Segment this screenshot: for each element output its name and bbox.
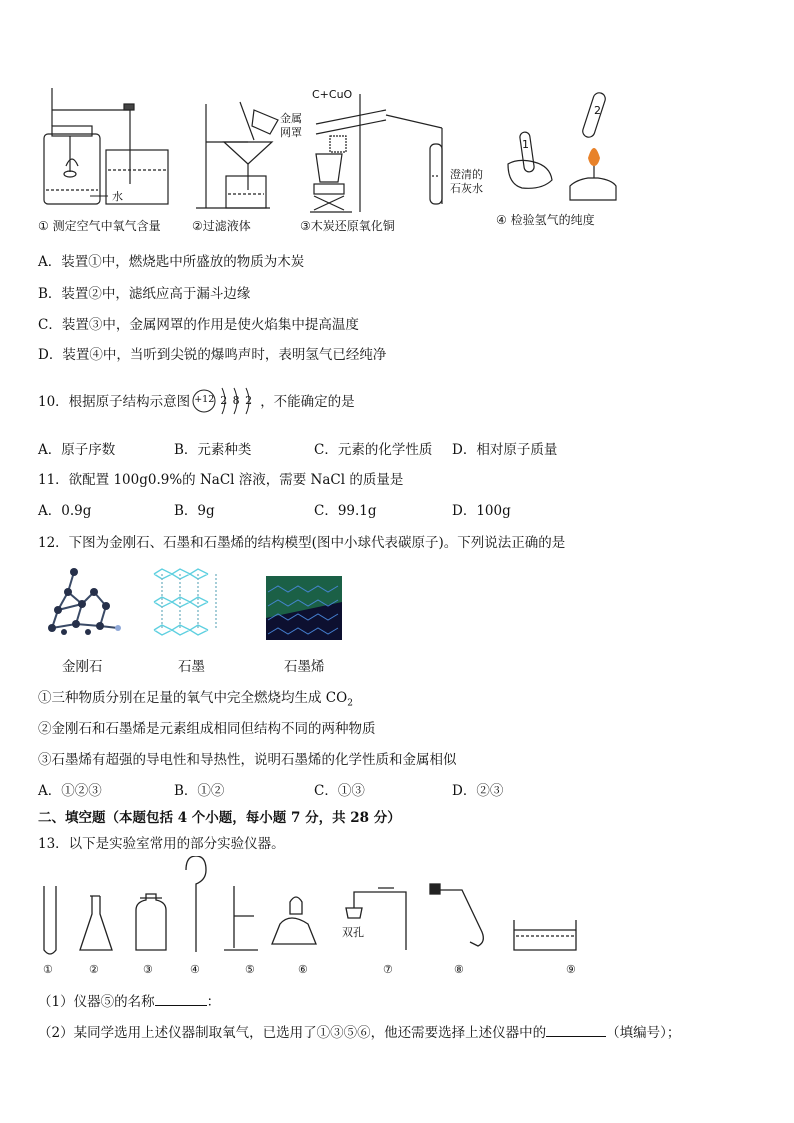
lime-water-label-1: 澄清的 — [450, 168, 483, 181]
instrument-label-7: ⑦ — [383, 963, 393, 976]
q12-option-d: D．②③ — [452, 783, 504, 799]
bent-tube-icon — [432, 890, 483, 946]
iron-stand-icon — [224, 886, 258, 950]
caption-diamond: 金刚石 — [62, 659, 103, 675]
gas-bottle-icon — [136, 894, 166, 950]
q10-option-b: B．元素种类 — [174, 442, 252, 458]
atom-nucleus: +12 — [194, 393, 215, 405]
carbon-structures-figure — [38, 562, 358, 644]
atom-electrons: 2 8 2 — [220, 393, 253, 407]
instrument-label-4: ④ — [190, 963, 200, 976]
q11-option-c: C．99.1g — [314, 503, 377, 519]
q13-stem: 13．以下是实验室常用的部分实验仪器。 — [38, 836, 285, 852]
caption-apparatus-4: ④ 检验氢气的纯度 — [496, 213, 595, 227]
caption-graphite: 石墨 — [178, 659, 205, 675]
q11-option-d: D．100g — [452, 503, 511, 519]
q12-statement-3: ③石墨烯有超强的导电性和导热性，说明石墨烯的化学性质和金属相似 — [38, 752, 457, 768]
diamond-model — [48, 568, 121, 635]
q13-sub-1-before: （1）仪器⑤的名称 — [38, 994, 155, 1010]
instrument-label-2: ② — [89, 963, 99, 976]
caption-apparatus-3: ③木炭还原氧化铜 — [300, 219, 395, 233]
q12-statement-1 — [38, 686, 353, 709]
q9-option-a: A．装置①中，燃烧匙中所盛放的物质为木炭 — [38, 254, 305, 270]
q12-statement-1-subscript: 2 — [347, 698, 353, 709]
q10-stem — [38, 390, 355, 414]
q12-option-a: A．①②③ — [38, 783, 102, 799]
q11-stem: 11．欲配置 100g0.9%的 NaCl 溶液，需要 NaCl 的质量是 — [38, 472, 404, 488]
graphite-model — [154, 569, 216, 635]
apparatus-3-carbon-reduction — [310, 94, 442, 212]
metal-net-label-2: 网罩 — [280, 126, 302, 139]
q12-statement-2: ②金刚石和石墨烯是元素组成相同但结构不同的两种物质 — [38, 721, 376, 737]
instrument-label-9: ⑨ — [566, 963, 576, 976]
water-trough-icon — [514, 920, 576, 950]
instrument-label-5: ⑤ — [245, 963, 255, 976]
q9-option-d: D．装置④中，当听到尖锐的爆鸣声时，表明氢气已经纯净 — [38, 347, 387, 363]
metal-net-label-1: 金属 — [280, 112, 302, 125]
double-hole-label: 双孔 — [342, 926, 364, 939]
lime-water-label-2: 石灰水 — [450, 182, 483, 195]
q11-option-a: A．0.9g — [38, 503, 92, 519]
caption-apparatus-1: ① 测定空气中氧气含量 — [38, 219, 161, 233]
caption-apparatus-2: ②过滤液体 — [192, 219, 251, 233]
q13-sub-1-after: ： — [206, 994, 221, 1010]
answer-blank-2[interactable] — [546, 1024, 606, 1037]
q11-option-b: B．9g — [174, 503, 215, 519]
q13-sub-2-after: （填编号）； — [606, 1025, 681, 1041]
tube-label-1: 1 — [522, 138, 529, 151]
tube-label-2: 2 — [594, 104, 601, 117]
atom-structure-diagram — [190, 392, 260, 414]
test-tube-icon — [44, 886, 56, 954]
q12-statement-1-main: ①三种物质分别在足量的氧气中完全燃烧均生成 CO — [38, 690, 348, 706]
instrument-label-3: ③ — [143, 963, 153, 976]
instrument-label-8: ⑧ — [454, 963, 464, 976]
apparatus-1-oxygen-measurement — [44, 88, 168, 204]
q12-option-b: B．①② — [174, 783, 225, 799]
funnel-icon — [186, 856, 206, 952]
q10-option-a: A．原子序数 — [38, 442, 116, 458]
q10-stem-after: ，不能确定的是 — [260, 394, 355, 410]
alcohol-lamp-icon — [272, 897, 316, 944]
q10-stem-before: 10．根据原子结构示意图 — [38, 394, 191, 410]
instrument-label-6: ⑥ — [298, 963, 308, 976]
q13-sub-1 — [38, 990, 220, 1010]
q9-option-b: B．装置②中，滤纸应高于漏斗边缘 — [38, 286, 251, 302]
q10-option-c: C．元素的化学性质 — [314, 442, 433, 458]
graphene-model — [266, 576, 342, 640]
caption-graphene: 石墨烯 — [284, 659, 325, 675]
answer-blank-1[interactable] — [155, 993, 207, 1006]
water-label: 水 — [112, 190, 123, 203]
stopper-tube-icon — [346, 888, 406, 950]
q9-option-c: C．装置③中，金属网罩的作用是使火焰集中提高温度 — [38, 317, 359, 333]
q13-sub-2 — [38, 1021, 680, 1041]
section-2-heading: 二、填空题（本题包括 4 个小题，每小题 7 分，共 28 分） — [38, 810, 401, 826]
conical-flask-icon — [80, 896, 112, 950]
apparatus-2-filtration — [196, 102, 278, 208]
q10-option-d: D．相对原子质量 — [452, 442, 558, 458]
cuo-label: C+CuO — [312, 88, 353, 101]
lab-instruments-figure — [36, 856, 596, 962]
instrument-label-1: ① — [43, 963, 53, 976]
q12-stem: 12．下图为金刚石、石墨和石墨烯的结构模型(图中小球代表碳原子)。下列说法正确的是 — [38, 535, 566, 551]
q12-option-c: C．①③ — [314, 783, 365, 799]
q13-sub-2-before: （2）某同学选用上述仪器制取氧气，已选用了①③⑤⑥，他还需要选择上述仪器中的 — [38, 1025, 547, 1041]
flame-icon — [588, 148, 600, 166]
